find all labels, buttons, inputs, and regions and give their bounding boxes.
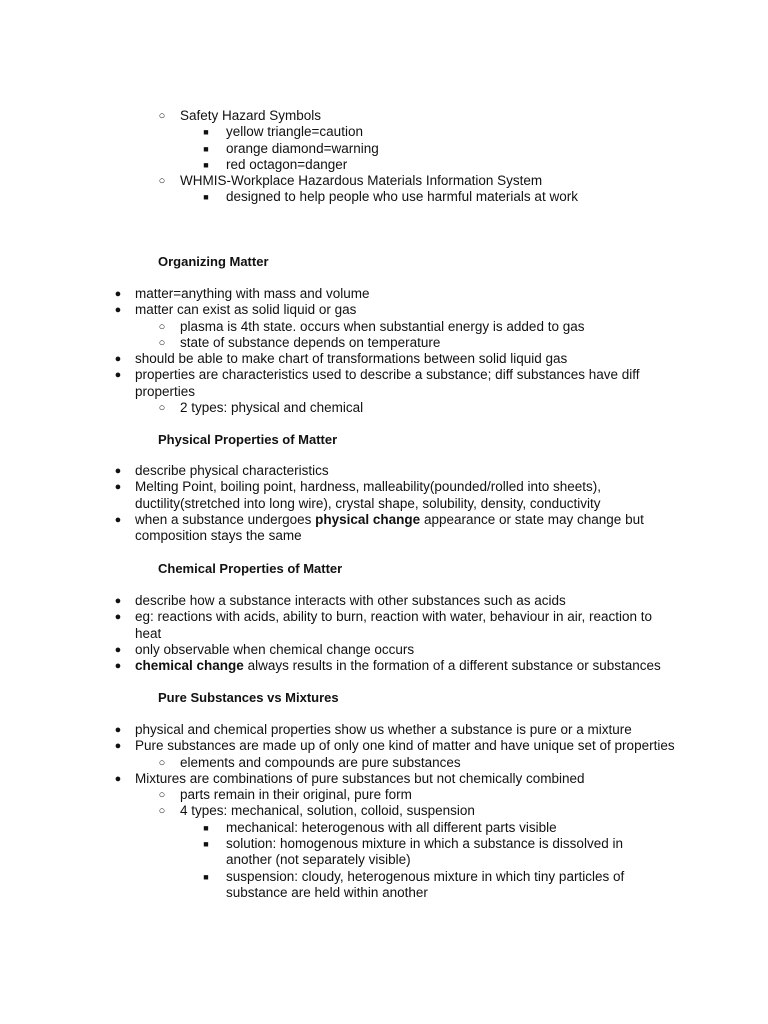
list-item-text: Mixtures are combinations of pure substances but not chemically combined	[135, 770, 585, 786]
list-item-text: yellow triangle=caution	[226, 124, 363, 140]
hollow-bullet-icon: ○	[158, 789, 166, 802]
list-item	[0, 755, 680, 771]
list-item-text: Pure substances are made up of only one kind of matter and have unique set of properties	[135, 738, 675, 754]
list-item-text: physical and chemical properties show us whether a substance is pure or a mixture	[135, 722, 632, 737]
list-item-text: 2 types: physical and chemical	[180, 400, 364, 416]
list-item	[0, 869, 646, 902]
bullet-icon: ●	[114, 660, 122, 673]
list-item	[0, 463, 680, 479]
list-item-text: properties are characteristics used to describe a substance; diff substances have diff properties	[135, 367, 640, 399]
list-item	[0, 771, 680, 787]
bullet-icon: ●	[114, 288, 122, 300]
square-bullet-icon: ■	[203, 159, 209, 170]
physical-list	[0, 463, 768, 544]
list-item	[0, 722, 680, 738]
list-item-text: WHMIS-Workplace Hazardous Materials Information System	[180, 173, 543, 189]
list-item	[0, 787, 680, 803]
list-item	[0, 351, 680, 367]
list-item	[0, 302, 680, 318]
list-item	[0, 189, 646, 205]
list-item-text: state of substance depends on temperature	[180, 334, 441, 350]
bullet-icon: ●	[114, 772, 122, 785]
list-item-text: 4 types: mechanical, solution, colloid, suspension	[180, 803, 475, 819]
emphasis-term: chemical change	[135, 658, 244, 674]
list-item-text: appearance or state may change but composition stays the same	[135, 511, 644, 544]
list-item-text: red octagon=danger	[226, 156, 348, 172]
bullet-icon: ●	[114, 369, 122, 382]
list-item-text: Safety Hazard Symbols	[180, 108, 322, 123]
list-item	[0, 286, 680, 302]
bullet-icon: ●	[114, 740, 122, 753]
list-item	[0, 141, 646, 157]
list-item-text: designed to help people who use harmful materials at work	[226, 189, 578, 205]
list-item-text: always results in the formation of a different substance or substances	[243, 658, 661, 674]
bullet-icon: ●	[114, 304, 122, 317]
square-bullet-icon: ■	[203, 127, 209, 138]
list-item-text: describe physical characteristics	[135, 463, 329, 478]
section-heading-chemical: Chemical Properties of Matter	[158, 561, 343, 576]
list-item-text: matter can exist as solid liquid or gas	[135, 302, 357, 318]
list-item	[0, 173, 680, 189]
list-item	[0, 642, 680, 658]
list-item-text: should be able to make chart of transformations between solid liquid gas	[135, 351, 568, 367]
section-heading-pure-substances: Pure Substances vs Mixtures	[158, 690, 339, 705]
bullet-icon: ●	[114, 353, 122, 366]
list-item-text: elements and compounds are pure substances	[180, 754, 461, 770]
hollow-bullet-icon: ○	[158, 175, 166, 188]
list-item	[0, 479, 680, 512]
list-item-text: parts remain in their original, pure form	[180, 787, 412, 803]
list-item-text: solution: homogenous mixture in which a substance is dissolved in another (not separately visible)	[226, 836, 623, 868]
list-item-text: when a substance undergoes	[135, 511, 316, 527]
list-item-text: only observable when chemical change occurs	[135, 641, 415, 657]
list-item	[0, 367, 680, 400]
hollow-bullet-icon: ○	[158, 320, 166, 333]
hollow-bullet-icon: ○	[158, 756, 166, 769]
hazard-list	[0, 108, 768, 206]
list-item	[0, 803, 680, 819]
list-item-text: matter=anything with mass and volume	[135, 286, 370, 301]
list-item	[0, 335, 680, 351]
list-item	[0, 512, 680, 545]
bullet-icon: ●	[114, 595, 122, 607]
bullet-icon: ●	[114, 481, 122, 494]
list-item-text: plasma is 4th state. occurs when substantial energy is added to gas	[180, 318, 585, 334]
list-item	[0, 738, 680, 754]
list-item	[0, 400, 680, 416]
list-item	[0, 836, 646, 869]
list-item	[0, 820, 646, 836]
list-item	[0, 108, 680, 124]
square-bullet-icon: ■	[203, 871, 209, 882]
list-item-text: mechanical: heterogenous with all different parts visible	[226, 819, 557, 835]
bullet-icon: ●	[114, 465, 122, 477]
chemical-list	[0, 593, 768, 674]
square-bullet-icon: ■	[203, 192, 209, 203]
bullet-icon: ●	[114, 513, 122, 526]
pure-substances-list	[0, 722, 768, 901]
bullet-icon: ●	[114, 643, 122, 656]
emphasis-term: physical change	[315, 511, 421, 527]
list-item	[0, 658, 680, 674]
list-item-text: orange diamond=warning	[226, 140, 379, 156]
bullet-icon: ●	[114, 724, 122, 736]
bullet-icon: ●	[114, 611, 122, 624]
list-item	[0, 157, 646, 173]
list-item	[0, 124, 646, 140]
list-item	[0, 319, 680, 335]
hollow-bullet-icon: ○	[158, 110, 166, 122]
list-item-text: describe how a substance interacts with other substances such as acids	[135, 593, 566, 608]
organizing-list	[0, 286, 768, 416]
section-heading-organizing: Organizing Matter	[158, 254, 269, 269]
list-item	[0, 609, 680, 642]
list-item	[0, 593, 680, 609]
square-bullet-icon: ■	[203, 143, 209, 154]
hollow-bullet-icon: ○	[158, 336, 166, 349]
list-item-text: eg: reactions with acids, ability to burn, reaction with water, behaviour in air, reaction to heat	[135, 609, 653, 641]
list-item-text: Melting Point, boiling point, hardness, malleability(pounded/rolled into sheets), ductility(stretched into long wire), crystal shape, solubility, density, conductivity	[135, 479, 602, 511]
section-heading-physical: Physical Properties of Matter	[158, 432, 338, 447]
square-bullet-icon: ■	[203, 822, 209, 833]
hollow-bullet-icon: ○	[158, 402, 166, 415]
hollow-bullet-icon: ○	[158, 805, 166, 818]
list-item-text: suspension: cloudy, heterogenous mixture in which tiny particles of substance are held within another	[226, 868, 625, 900]
square-bullet-icon: ■	[203, 839, 209, 850]
